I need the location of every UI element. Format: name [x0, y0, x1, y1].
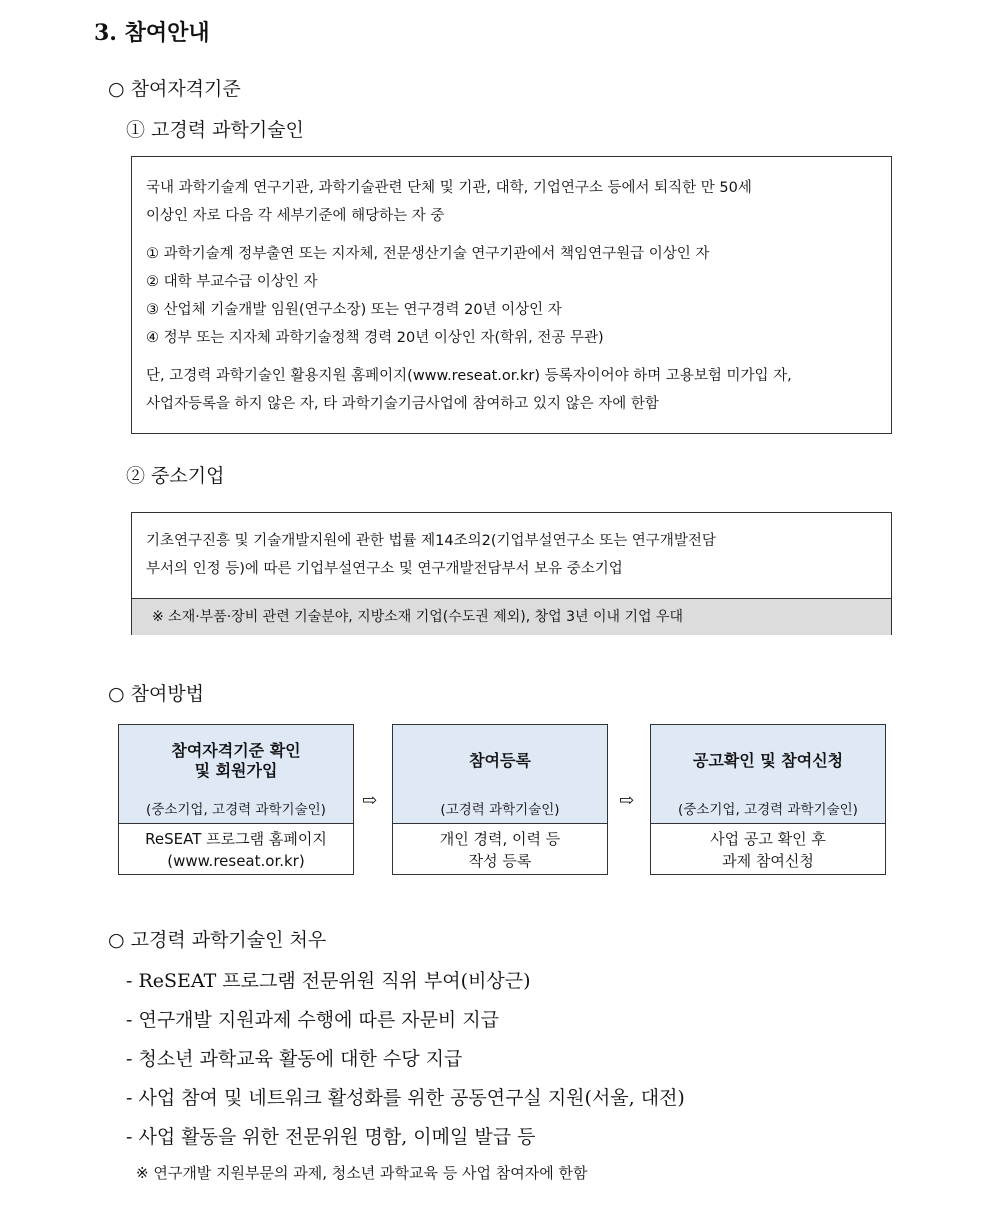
step-2-title: 참여등록 — [469, 751, 531, 770]
sme-preference-note: ※ 소재·부품·장비 관련 기술분야, 지방소재 기업(수도권 제외), 창업 3년 이내 기업 우대 — [132, 598, 891, 635]
criterion-2: ② 대학 부교수급 이상인 자 — [146, 274, 318, 290]
step-3-title: 공고확인 및 참여신청 — [692, 751, 844, 770]
step-2-box — [392, 724, 608, 875]
benefits-note: ※ 연구개발 지원부문의 과제, 청소년 과학교육 등 사업 참여자에 한함 — [136, 1164, 588, 1182]
step-2-body: 개인 경력, 이력 등 작성 등록 — [439, 830, 561, 870]
subsection-senior-label: ① 고경력 과학기술인 — [126, 119, 304, 141]
step-1-body: ReSEAT 프로그램 홈페이지 (www.reseat.or.kr) — [145, 830, 327, 870]
step-3-box — [650, 724, 886, 875]
senior-criteria-box — [131, 156, 892, 434]
criterion-3: ③ 산업체 기술개발 임원(연구소장) 또는 연구경력 20년 이상인 자 — [146, 302, 562, 318]
benefit-item-1: - ReSEAT 프로그램 전문위원 직위 부여(비상근) — [126, 970, 531, 992]
subsection-sme-label: ② 중소기업 — [126, 465, 225, 487]
section-title-benefits: ○ 고경력 과학기술인 처우 — [108, 929, 327, 951]
sme-criteria-box — [131, 512, 892, 635]
benefit-item-5: - 사업 활동을 위한 전문위원 명함, 이메일 발급 등 — [126, 1126, 536, 1148]
step-1-box — [118, 724, 354, 875]
page-heading: 3. 참여안내 — [94, 20, 210, 46]
step-3-body: 사업 공고 확인 후 과제 참여신청 — [710, 830, 826, 870]
senior-condition-line-1: 단, 고경력 과학기술인 활용지원 홈페이지(www.reseat.or.kr) 등록자이어야 하며 고용보험 미가입 자, — [146, 368, 792, 384]
arrow-right-icon: ⇨ — [362, 790, 378, 811]
step-1-subtitle: (중소기업, 고경력 과학기술인) — [119, 797, 353, 824]
senior-intro-line-1: 국내 과학기술계 연구기관, 과학기술관련 단체 및 기관, 대학, 기업연구소 등에서 퇴직한 만 50세 — [146, 180, 752, 196]
criterion-4: ④ 정부 또는 지자체 과학기술정책 경력 20년 이상인 자(학위, 전공 무관) — [146, 330, 604, 346]
senior-intro-line-2: 이상인 자로 다음 각 세부기준에 해당하는 자 중 — [146, 208, 445, 224]
benefit-item-3: - 청소년 과학교육 활동에 대한 수당 지급 — [126, 1048, 463, 1070]
step-3-subtitle: (중소기업, 고경력 과학기술인) — [651, 797, 885, 824]
arrow-right-icon: ⇨ — [619, 790, 635, 811]
step-2-subtitle: (고경력 과학기술인) — [393, 797, 607, 824]
sme-desc-line-1: 기초연구진흥 및 기술개발지원에 관한 법률 제14조의2(기업부설연구소 또는 연구개발전담 — [146, 533, 716, 549]
section-title-eligibility: ○ 참여자격기준 — [108, 78, 241, 100]
benefit-item-2: - 연구개발 지원과제 수행에 따른 자문비 지급 — [126, 1009, 500, 1031]
sme-desc-line-2: 부서의 인정 등)에 따른 기업부설연구소 및 연구개발전담부서 보유 중소기업 — [146, 561, 623, 577]
step-1-title: 참여자격기준 확인 및 회원가입 — [171, 741, 301, 780]
benefit-item-4: - 사업 참여 및 네트워크 활성화를 위한 공동연구실 지원(서울, 대전) — [126, 1087, 685, 1109]
senior-condition-line-2: 사업자등록을 하지 않은 자, 타 과학기술기금사업에 참여하고 있지 않은 자에 한함 — [146, 396, 659, 412]
section-title-method: ○ 참여방법 — [108, 683, 205, 705]
criterion-1: ① 과학기술계 정부출연 또는 지자체, 전문생산기술 연구기관에서 책임연구원급 이상인 자 — [146, 246, 710, 262]
